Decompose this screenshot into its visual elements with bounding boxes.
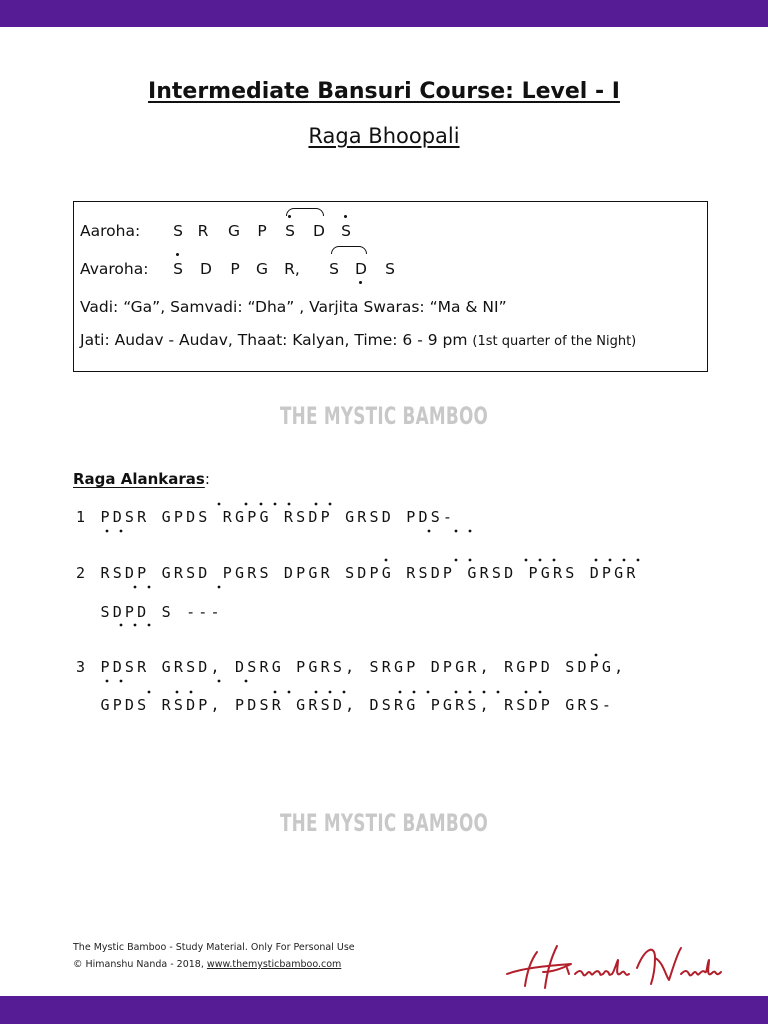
bottom-bar [0, 996, 768, 1024]
alankaras-heading-text: Raga Alankaras [73, 470, 205, 488]
jati-line: Jati: Audav - Audav, Thaat: Kalyan, Time: 6 - 9 pm [80, 331, 468, 349]
avaroha-note: R, [284, 260, 300, 278]
footer-line1: The Mystic Bamboo - Study Material. Only For Personal Use [73, 942, 355, 953]
meend-mark [331, 246, 367, 254]
top-bar [0, 0, 768, 27]
footer-line2 [73, 959, 341, 970]
alankar-line: 2 RSDP GRSD PGRS DPGR SDPG RSDP GRSD PGRS DPGR [76, 564, 639, 582]
avaroha-note: D [353, 260, 369, 278]
alankaras-heading-colon: : [204, 470, 210, 488]
vadi-line: Vadi: “Ga”, Samvadi: “Dha” , Varjita Swaras: “Ma & NI” [80, 298, 507, 316]
avaroha-label: Avaroha: [80, 260, 149, 278]
website-link[interactable]: www.themysticbamboo.com [206, 959, 342, 970]
aroha-note: S [282, 222, 298, 240]
alankaras-heading [73, 470, 210, 488]
page-title: Intermediate Bansuri Course: Level - I [148, 79, 620, 104]
alankar-line: 3 PDSR GRSD, DSRG PGRS, SRGP DPGR, RGPD SDPG, [76, 658, 627, 676]
aroha-note: R [197, 222, 209, 240]
avaroha-note: P [230, 260, 240, 278]
aroha-note: G [227, 222, 240, 240]
aroha-note: P [257, 222, 267, 240]
avaroha-note: S [385, 260, 395, 278]
jati-note: (1st quarter of the Night) [472, 334, 637, 349]
alankar-line: SDPD S --- [76, 603, 223, 621]
aroha-note: S [338, 222, 354, 240]
avaroha-note: D [200, 260, 212, 278]
aroha-note: D [313, 222, 325, 240]
signature [505, 938, 750, 993]
alankar-line: 1 PDSR GPDS RGPG RSDP GRSD PDS- [76, 508, 456, 526]
aroha-label: Aaroha: [80, 222, 141, 240]
meend-mark [286, 208, 324, 216]
aroha-note: S [173, 222, 183, 240]
copyright-text: © Himanshu Nanda - 2018, [73, 959, 204, 970]
avaroha-note: S [170, 260, 186, 278]
watermark: THE MYSTIC BAMBOO [279, 402, 489, 430]
page-subtitle: Raga Bhoopali [308, 124, 460, 148]
raga-info-box [73, 201, 708, 372]
avaroha-note: S [329, 260, 339, 278]
alankar-line: GPDS RSDP, PDSR GRSD, DSRG PGRS, RSDP GRS- [76, 696, 615, 714]
watermark: THE MYSTIC BAMBOO [279, 809, 489, 837]
avaroha-note: G [255, 260, 268, 278]
jati-row [80, 331, 636, 349]
